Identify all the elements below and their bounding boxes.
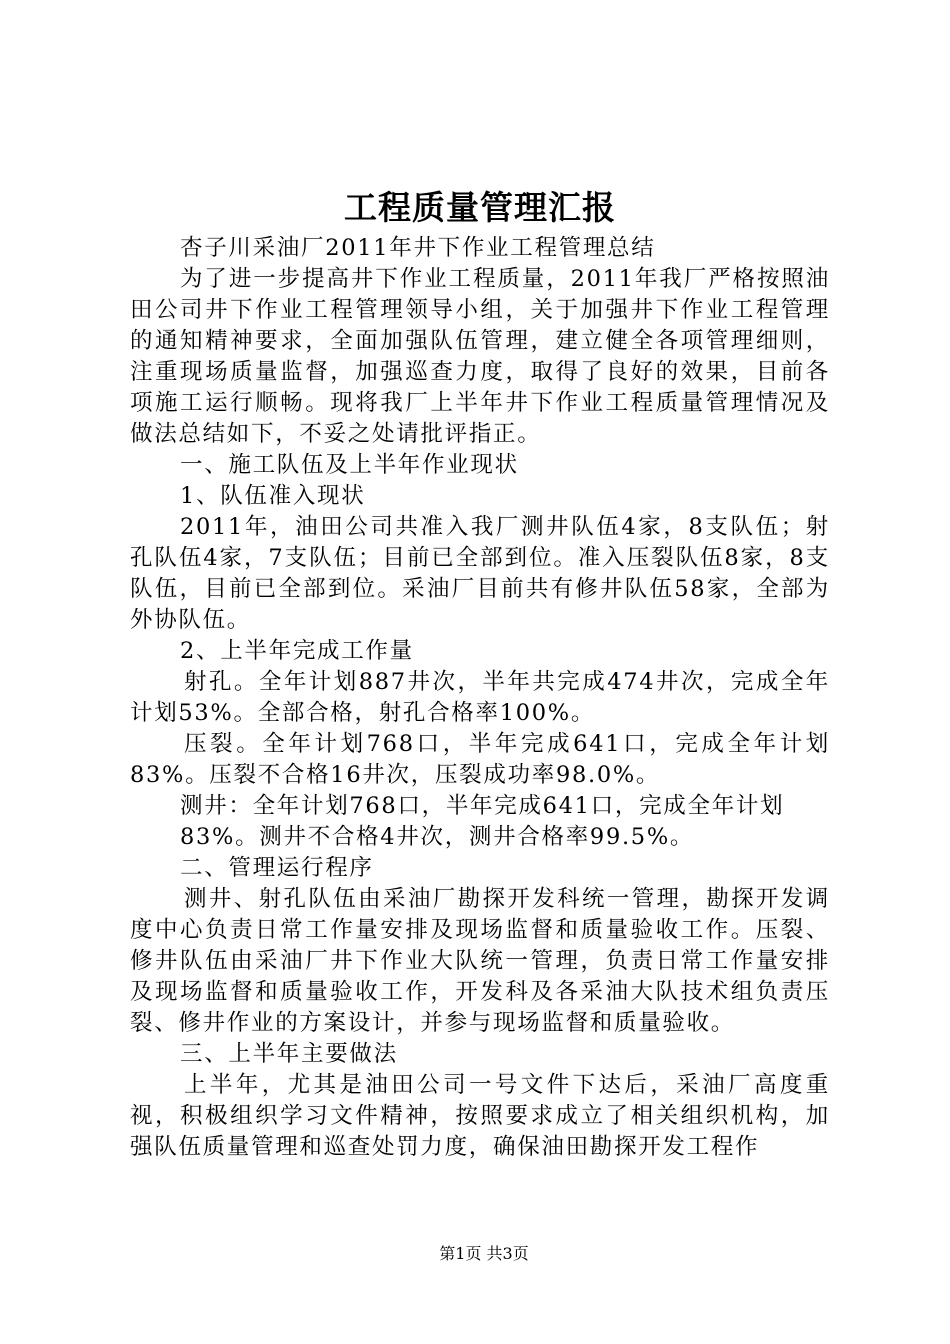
paragraph-logging: 测井：全年计划768口，半年完成641口，完成全年计划	[180, 793, 785, 819]
paragraph-practices: 上半年，尤其是油田公司一号文件下达后，采油厂高度重视，积极组织学习文件精神，按照要求成立了相关组织机构，加强队伍质量管理和巡查处罚力度，确保油田勘探开发工程作	[130, 1072, 830, 1160]
section-heading-2: 二、管理运行程序	[180, 855, 374, 881]
page-footer: 第1页 共3页	[439, 1244, 529, 1263]
paragraph-perforation: 射孔。全年计划887井次，半年共完成474井次，完成全年计划53%。全部合格，射孔合格率100%。	[130, 669, 830, 726]
paragraph-logging-rate: 83%。测井不合格4井次，测井合格率99.5%。	[180, 824, 695, 850]
paragraph-subtitle: 杏子川采油厂2011年井下作业工程管理总结	[180, 235, 656, 261]
document-body	[130, 233, 830, 1163]
paragraph-management: 测井、射孔队伍由采油厂勘探开发科统一管理，勘探开发调度中心负责日常工作量安排及现场监督和质量验收工作。压裂、修井队伍由采油厂井下作业大队统一管理，负责日常工作量安排及现场监督和质量验收工作，开发科及各采油大队技术组负责压裂、修井作业的方案设计，并参与现场监督和质量验收。	[130, 886, 830, 1036]
section-heading-3: 三、上半年主要做法	[180, 1041, 398, 1067]
subsection-heading-1-2: 2、上半年完成工作量	[180, 638, 414, 664]
section-heading-1: 一、施工队伍及上半年作业现状	[180, 452, 519, 478]
paragraph-fracturing: 压裂。全年计划768口，半年完成641口，完成全年计划83%。压裂不合格16井次，压裂成功率98.0%。	[130, 731, 830, 788]
paragraph-team-access: 2011年，油田公司共准入我厂测井队伍4家，8支队伍；射孔队伍4家，7支队伍；目前已全部到位。准入压裂队伍8家，8支队伍，目前已全部到位。采油厂目前共有修井队伍58家，全部为外协队伍。	[130, 514, 830, 633]
paragraph-intro: 为了进一步提高井下作业工程质量，2011年我厂严格按照油田公司井下作业工程管理领导小组，关于加强井下作业工程管理的通知精神要求，全面加强队伍管理，建立健全各项管理细则，注重现场质量监督，加强巡查力度，取得了良好的效果，目前各项施工运行顺畅。现将我厂上半年井下作业工程质量管理情况及做法总结如下，不妥之处请批评指正。	[130, 266, 830, 447]
subsection-heading-1-1: 1、队伍准入现状	[180, 483, 366, 509]
document-title: 工程质量管理汇报	[344, 188, 616, 227]
